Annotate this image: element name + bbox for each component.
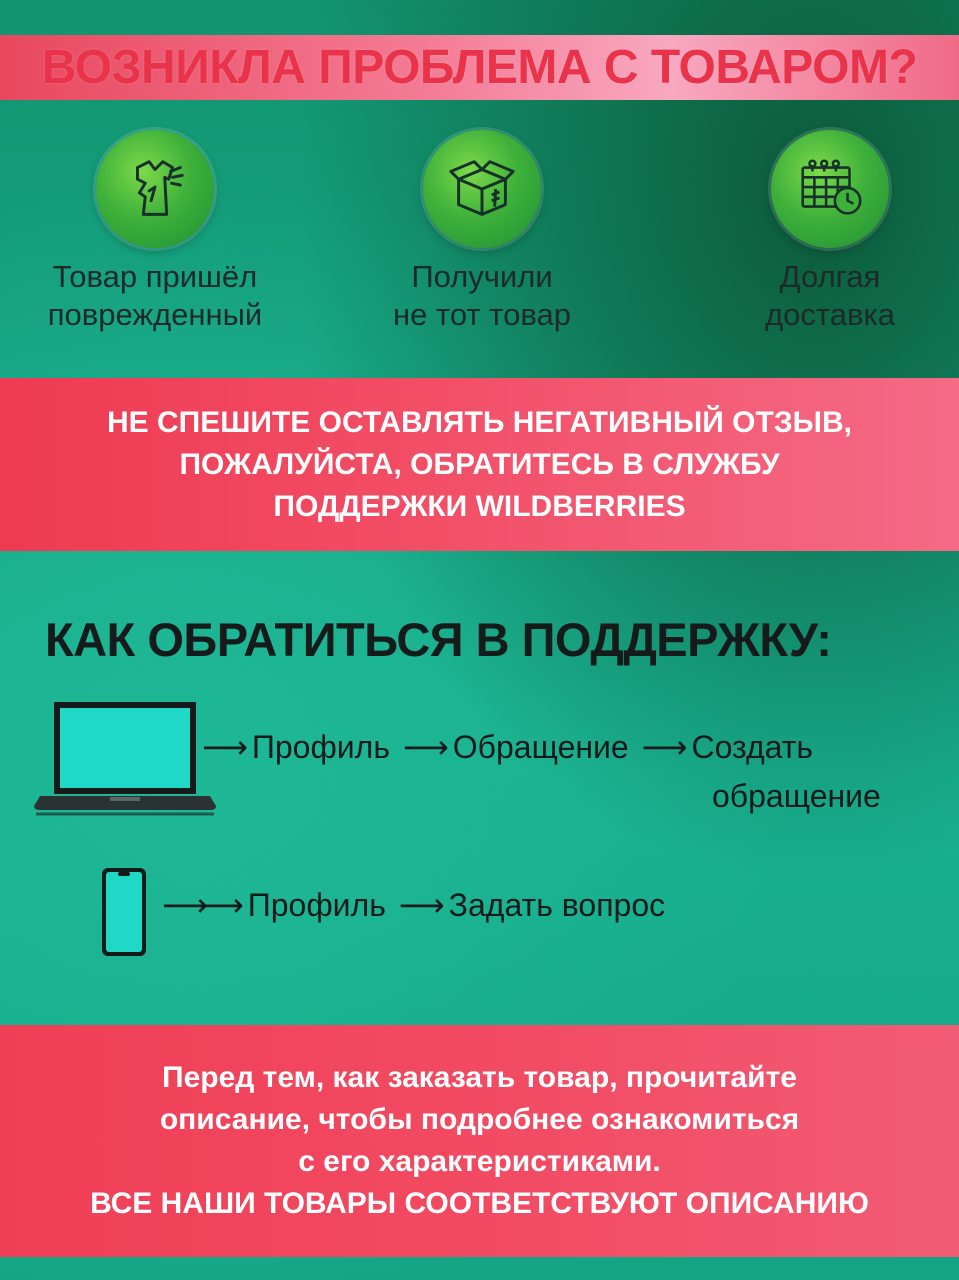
mobile-step-profile: Профиль <box>247 887 386 923</box>
warning-line2: ПОЖАЛУЙСТА, ОБРАТИТЕСЬ В СЛУЖБУ <box>179 447 780 481</box>
problem-delivery-line2: доставка <box>765 297 895 332</box>
mobile-step-question: Задать вопрос <box>448 887 666 923</box>
problem-wrong-item <box>332 130 632 334</box>
support-title: КАК ОБРАТИТЬСЯ В ПОДДЕРЖКУ: <box>45 613 832 666</box>
laptop-icon <box>30 698 220 820</box>
arrow-icon: ⟶ <box>402 729 449 765</box>
footer-line1: Перед тем, как заказать товар, прочитайте <box>162 1061 797 1094</box>
problem-damaged-line1: Товар пришёл <box>52 259 258 294</box>
footer-line4: ВСЕ НАШИ ТОВАРЫ СООТВЕТСТВУЮТ ОПИСАНИЮ <box>90 1187 869 1220</box>
footer-banner <box>0 1025 959 1257</box>
problem-wrong-line2: не тот товар <box>393 297 571 332</box>
desktop-step-profile: Профиль <box>251 729 391 765</box>
desktop-step-create: Создать <box>691 729 814 765</box>
arrow-icon: ⟶ <box>202 729 248 765</box>
arrow-icon: ⟶ <box>641 729 688 765</box>
calendar-clock-icon <box>771 130 889 248</box>
torn-clothes-icon <box>96 130 214 248</box>
problem-damaged <box>5 130 305 334</box>
mobile-steps <box>158 886 665 924</box>
arrow-icon: ⟶ <box>162 887 208 923</box>
header-banner <box>0 35 959 100</box>
problem-delivery-line1: Долгая <box>779 259 881 294</box>
warning-line1: НЕ СПЕШИТЕ ОСТАВЛЯТЬ НЕГАТИВНЫЙ ОТЗЫВ, <box>106 405 852 439</box>
arrow-icon: ⟶ <box>197 887 244 923</box>
desktop-step-create-line2: обращение <box>712 778 881 814</box>
problem-damaged-line2: поврежденный <box>47 297 263 332</box>
warning-line3: ПОДДЕРЖКИ WILDBERRIES <box>273 489 686 523</box>
problem-wrong-line1: Получили <box>411 259 553 294</box>
arrow-icon: ⟶ <box>398 887 445 923</box>
desktop-step-request: Обращение <box>452 729 629 765</box>
warning-banner <box>0 378 959 551</box>
problem-long-delivery <box>680 130 959 334</box>
footer-line2: описание, чтобы подробнее ознакомиться <box>159 1103 800 1136</box>
header-title: ВОЗНИКЛА ПРОБЛЕМА С ТОВАРОМ? <box>41 41 918 94</box>
desktop-steps <box>198 728 813 766</box>
phone-icon <box>100 866 148 958</box>
footer-line3: с его характеристиками. <box>298 1145 661 1178</box>
box-icon <box>423 130 541 248</box>
